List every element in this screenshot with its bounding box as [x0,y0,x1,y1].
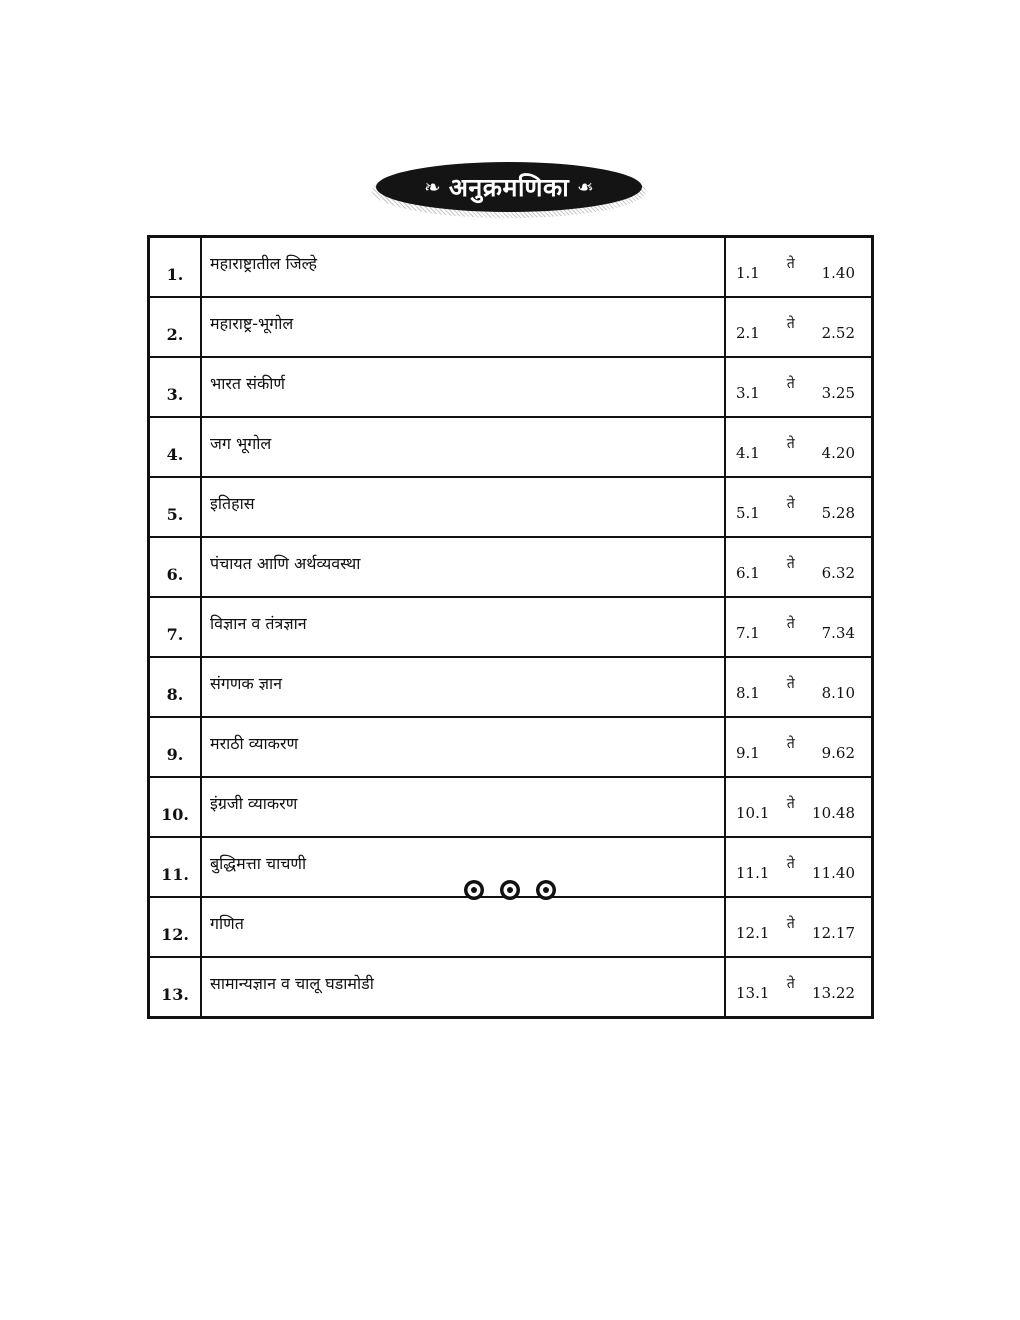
table-row [149,417,873,477]
table-row [149,357,873,417]
page-range [725,597,873,657]
page-from: 4.1 [736,444,760,462]
page-range [725,717,873,777]
page-from: 12.1 [736,924,770,942]
title-oval [376,162,642,212]
page-from: 2.1 [736,324,760,342]
page-range-inner [726,312,871,342]
flower-ornament-icon [464,880,484,900]
page-range [725,537,873,597]
table-row [149,237,873,298]
page-range [725,957,873,1018]
chapter-title: महाराष्ट्रातील जिल्हे [201,237,725,298]
chapter-title: विज्ञान व तंत्रज्ञान [201,597,725,657]
page-from: 6.1 [736,564,760,582]
chapter-title: महाराष्ट्र-भूगोल [201,297,725,357]
footer-ornaments [0,880,1020,900]
page-to: 3.25 [821,384,855,402]
table-row [149,537,873,597]
page-from: 8.1 [736,684,760,702]
range-separator: ते [786,796,795,812]
chapter-number: 9. [149,717,202,777]
page-from: 1.1 [736,264,760,282]
range-separator: ते [786,856,795,872]
page-range-inner [726,612,871,642]
page-range [725,417,873,477]
chapter-title: इतिहास [201,477,725,537]
contents-table-body [149,237,873,1018]
range-separator: ते [786,556,795,572]
page-range-inner [726,672,871,702]
flourish-right-icon: ❧ [577,175,594,199]
chapter-number: 10. [149,777,202,837]
page-from: 13.1 [736,984,770,1002]
range-separator: ते [786,736,795,752]
chapter-number: 11. [149,837,202,897]
page-range-inner [726,372,871,402]
page-range [725,897,873,957]
page-to: 11.40 [812,864,855,882]
table-row [149,657,873,717]
table-row [149,477,873,537]
chapter-title: जग भूगोल [201,417,725,477]
page-range [725,777,873,837]
range-separator: ते [786,496,795,512]
page-from: 9.1 [736,744,760,762]
page-range-inner [726,552,871,582]
page-to: 13.22 [812,984,855,1002]
range-separator: ते [786,976,795,992]
table-row [149,957,873,1018]
chapter-number: 6. [149,537,202,597]
page-to: 6.32 [821,564,855,582]
flower-ornament-icon [500,880,520,900]
page-to: 2.52 [821,324,855,342]
page-from: 5.1 [736,504,760,522]
page-from: 10.1 [736,804,770,822]
page-from: 3.1 [736,384,760,402]
range-separator: ते [786,436,795,452]
chapter-title: सामान्यज्ञान व चालू घडामोडी [201,957,725,1018]
chapter-title: बुद्धिमत्ता चाचणी [201,837,725,897]
chapter-number: 13. [149,957,202,1018]
page-to: 10.48 [812,804,855,822]
page-to: 5.28 [821,504,855,522]
table-row [149,297,873,357]
table-row [149,597,873,657]
table-row [149,777,873,837]
chapter-number: 12. [149,897,202,957]
page-range-inner [726,972,871,1002]
page-to: 9.62 [821,744,855,762]
chapter-number: 4. [149,417,202,477]
page-title: अनुक्रमणिका [448,173,570,202]
chapter-title: मराठी व्याकरण [201,717,725,777]
chapter-number: 5. [149,477,202,537]
page-to: 4.20 [821,444,855,462]
page-range-inner [726,912,871,942]
contents-table [147,235,874,1019]
flourish-left-icon: ❧ [424,175,441,199]
page-range [725,237,873,298]
page-to: 7.34 [821,624,855,642]
range-separator: ते [786,376,795,392]
page-from: 7.1 [736,624,760,642]
chapter-number: 2. [149,297,202,357]
chapter-number: 3. [149,357,202,417]
flower-ornament-icon [536,880,556,900]
page-range-inner [726,852,871,882]
chapter-number: 7. [149,597,202,657]
range-separator: ते [786,256,795,272]
page-from: 11.1 [736,864,770,882]
chapter-number: 8. [149,657,202,717]
page-to: 12.17 [812,924,855,942]
page-to: 8.10 [821,684,855,702]
page-range-inner [726,492,871,522]
chapter-title: पंचायत आणि अर्थव्यवस्था [201,537,725,597]
page-range-inner [726,732,871,762]
chapter-title: गणित [201,897,725,957]
chapter-number: 1. [149,237,202,298]
page-to: 1.40 [821,264,855,282]
page-range [725,477,873,537]
chapter-title: इंग्रजी व्याकरण [201,777,725,837]
range-separator: ते [786,676,795,692]
chapter-title: संगणक ज्ञान [201,657,725,717]
chapter-title: भारत संकीर्ण [201,357,725,417]
table-row [149,717,873,777]
title-banner [372,162,648,218]
page-range-inner [726,792,871,822]
page-range-inner [726,432,871,462]
page-range [725,297,873,357]
page-range [725,657,873,717]
table-row [149,897,873,957]
range-separator: ते [786,316,795,332]
page-range [725,357,873,417]
range-separator: ते [786,616,795,632]
range-separator: ते [786,916,795,932]
page-range-inner [726,252,871,282]
